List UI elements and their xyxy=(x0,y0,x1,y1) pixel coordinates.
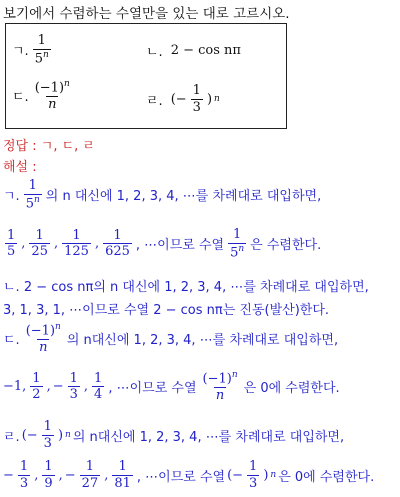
choice-a-fraction: $\frac{1}{5^n}$ xyxy=(34,33,49,66)
explain-line-5: ㄷ. $\frac{(-1)^n}{n}$ 의 n대신에 1, 2, 3, 4, ⋯를 차례대로 대입하면, xyxy=(3,322,339,355)
explain-line-6: −1, $\frac{1}{2}$ , − $\frac{1}{3}$ , $\frac{1}{4}$ , ⋯이므로 수열 $\frac{(-1)^n}{n}$ 은 0에 수렴한다. xyxy=(3,370,340,403)
explain-line-4: 3, 1, 3, 1, ⋯이므로 수열 2 − cos nπ는 진동(발산)한다. xyxy=(3,303,330,318)
explain-line-3: ㄴ. 2 − cos nπ의 n 대신에 1, 2, 3, 4, ⋯를 차례대로 대입하면, xyxy=(3,280,369,295)
explain-line-7: ㄹ. (− $\frac{1}{3}$ ) n 의 n대신에 1, 2, 3, 4, ⋯를 차례대로 대입하면, xyxy=(3,419,345,451)
explanation-label: 해설 : xyxy=(3,160,37,175)
explain-line-1: ㄱ. $\frac{1}{5^n}$ 의 n 대신에 1, 2, 3, 4, ⋯를 차례대로 대입하면, xyxy=(3,178,322,211)
choice-c: ㄷ. $\frac{(-1)^n}{n}$ xyxy=(12,79,70,112)
choice-d: ㄹ. (− $\frac{1}{3}$ ) n xyxy=(146,83,220,115)
choice-c-fraction: $\frac{(-1)^n}{n}$ xyxy=(34,79,70,112)
question-text: 보기에서 수렴하는 수열만을 있는 대로 고르시오. xyxy=(3,6,290,22)
choice-a: ㄱ. $\frac{1}{5^n}$ xyxy=(12,33,49,66)
explain-line-2: $\frac{1}{5}$ , $\frac{1}{25}$ , $\frac{1}{125}$ , $\frac{1}{625}$ , ⋯이므로 수열 $\frac{1}{5^n}$ 은 수렴한다. xyxy=(7,227,322,260)
explain-line-8: − $\frac{1}{3}$ , $\frac{1}{9}$ , − $\frac{1}{27}$ , $\frac{1}{81}$ , ⋯이므로 수열 (− $\frac{1}{3}$ ) n 은 0에 수렴한다. xyxy=(3,459,375,491)
choice-b: ㄴ. 2 − cos nπ xyxy=(146,43,241,60)
choices-box xyxy=(5,23,287,129)
answer-label: 정답 : ㄱ, ㄷ, ㄹ xyxy=(3,139,95,154)
